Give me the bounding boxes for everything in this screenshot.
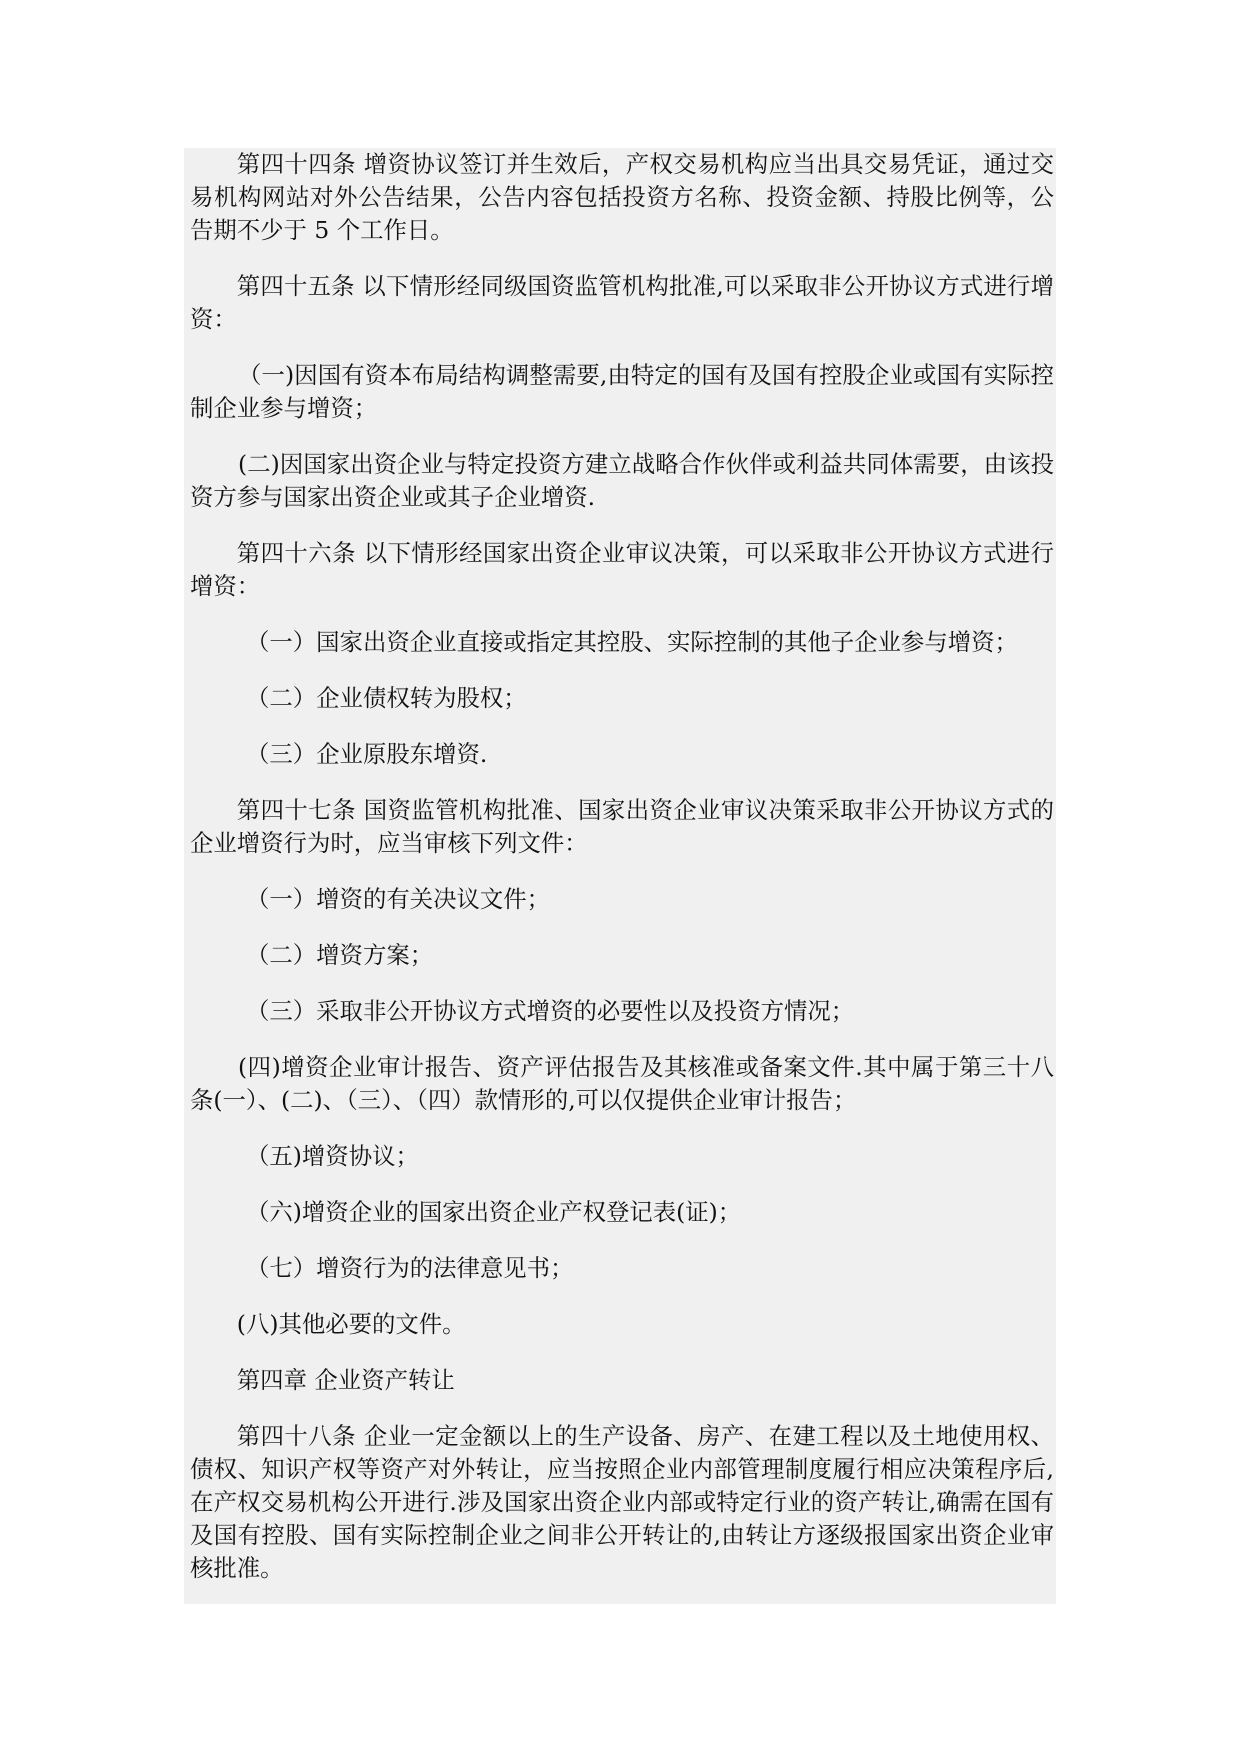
article-47-item-6: （六)增资企业的国家出资企业产权登记表(证)； — [246, 1198, 742, 1226]
article-47-item-4: (四)增资企业审计报告、资产评估报告及其核准或备案文件.其中属于第三十八条(一）、(二)、（三）、（四）款情形的,可以仅提供企业审计报告； — [190, 1053, 1054, 1114]
article-45-item-1: （一)因国有资本布局结构调整需要,由特定的国有及国有控股企业或国有实际控制企业参与增资； — [190, 361, 1054, 422]
article-48: 第四十八条 企业一定金额以上的生产设备、房产、在建工程以及土地使用权、债权、知识产权等资产对外转让，应当按照企业内部管理制度履行相应决策程序后,在产权交易机构公开进行.涉及国家出资企业内部或特定行业的资产转让,确需在国有及国有控股、国有实际控制企业之间非公开转让的,由转让方逐级报国家出资企业审核批准。 — [190, 1422, 1054, 1582]
article-47-item-5: （五)增资协议； — [246, 1142, 419, 1170]
article-47-item-3: （三）采取非公开协议方式增资的必要性以及投资方情况； — [246, 997, 855, 1025]
article-46: 第四十六条 以下情形经国家出资企业审议决策，可以采取非公开协议方式进行增资： — [190, 539, 1054, 600]
article-47-item-2: （二）增资方案； — [246, 941, 434, 969]
article-47-item-8: (八)其他必要的文件。 — [236, 1310, 466, 1338]
article-47: 第四十七条 国资监管机构批准、国家出资企业审议决策采取非公开协议方式的企业增资行为时，应当审核下列文件： — [190, 796, 1054, 857]
article-45-item-2: (二)因国家出资企业与特定投资方建立战略合作伙伴或利益共同体需要，由该投资方参与国家出资企业或其子企业增资. — [190, 450, 1054, 511]
article-47-item-1: （一）增资的有关决议文件； — [246, 885, 551, 913]
article-44: 第四十四条 增资协议签订并生效后，产权交易机构应当出具交易凭证，通过交易机构网站对外公告结果，公告内容包括投资方名称、投资金额、持股比例等，公告期不少于 5 个工作日。 — [190, 150, 1054, 244]
document-page — [184, 148, 1056, 1604]
article-46-item-3: （三）企业原股东增资. — [246, 740, 488, 768]
article-46-item-1: （一）国家出资企业直接或指定其控股、实际控制的其他子企业参与增资； — [246, 628, 1018, 656]
article-45: 第四十五条 以下情形经同级国资监管机构批准,可以采取非公开协议方式进行增资： — [190, 272, 1054, 333]
chapter-heading: 第四章 企业资产转让 — [236, 1366, 455, 1394]
article-47-item-7: （七）增资行为的法律意见书； — [246, 1254, 574, 1282]
article-46-item-2: （二）企业债权转为股权； — [246, 684, 527, 712]
